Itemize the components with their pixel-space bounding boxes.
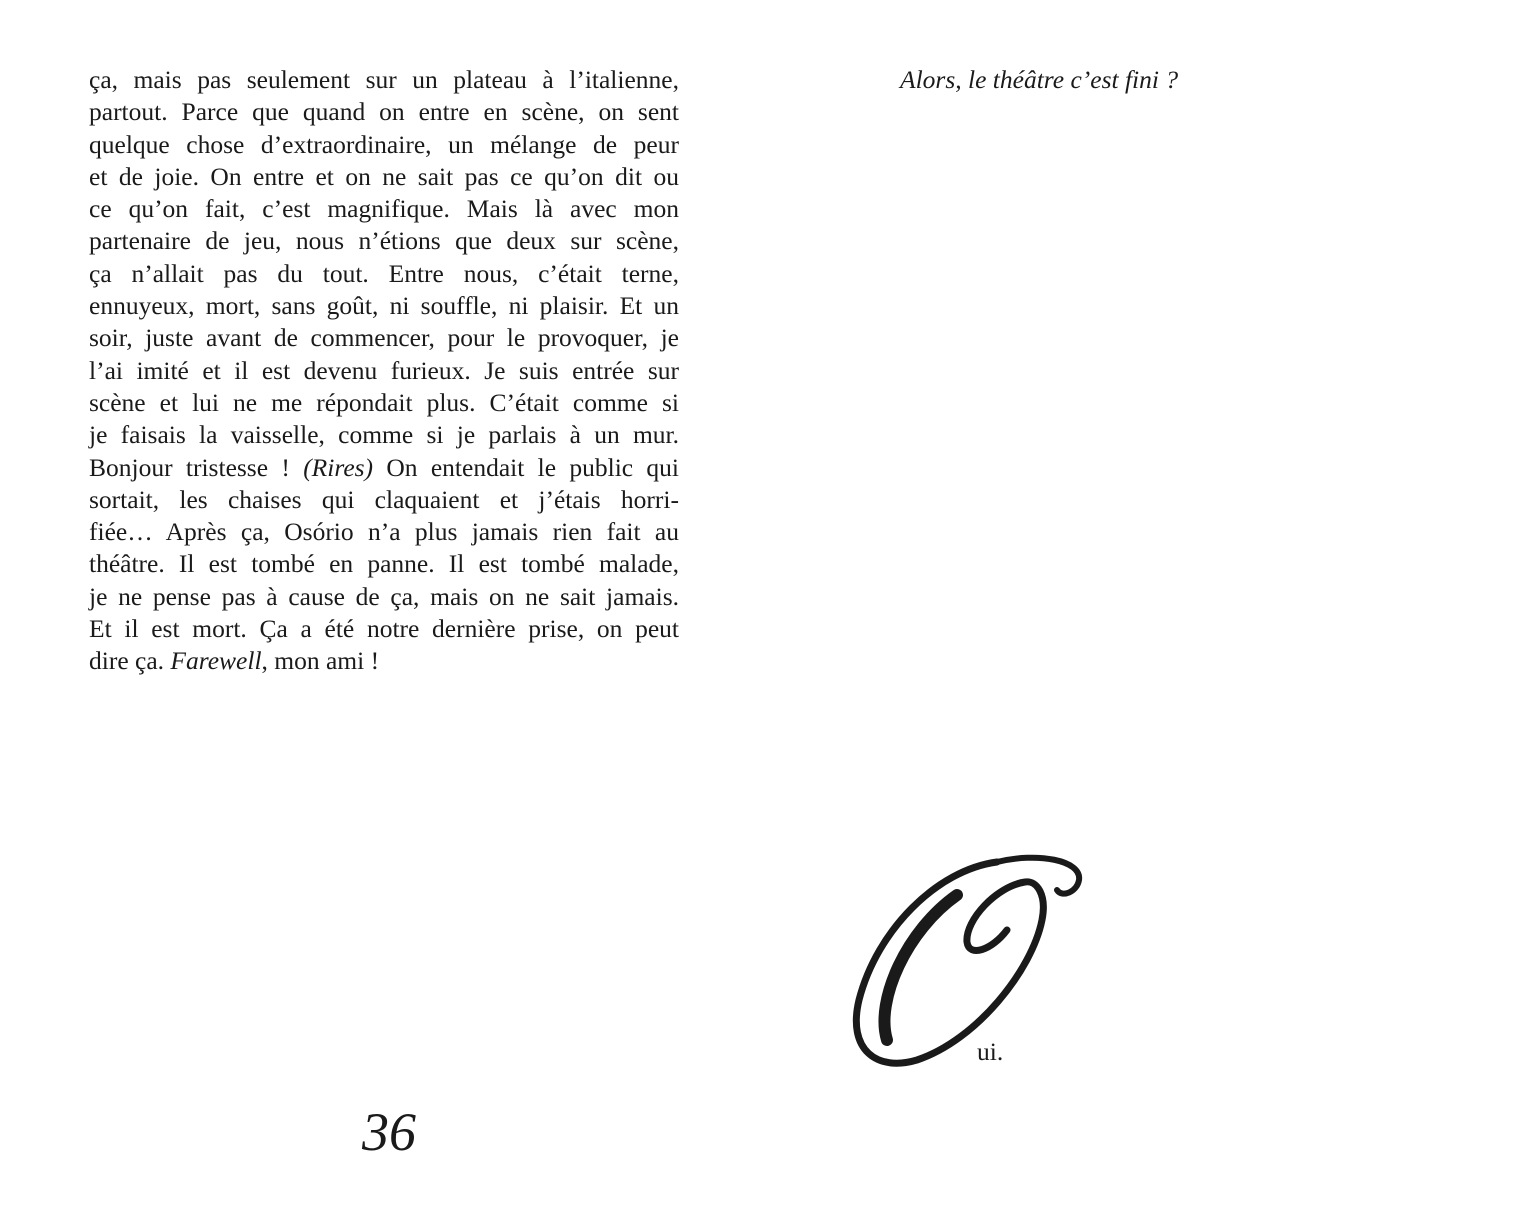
right-page — [767, 0, 1535, 1210]
page-number-text: 36 — [362, 1102, 416, 1162]
text-line: je ne pense pas à cause de ça, mais on ne sait jamais. — [89, 581, 679, 611]
interview-answer-text — [89, 64, 679, 678]
text-line: ennuyeux, mort, sans goût, ni souffle, ni plaisir. Et un — [89, 291, 679, 321]
left-page — [0, 0, 767, 1210]
page-number-script-glyph — [358, 1100, 438, 1164]
italic-word: Farewell — [170, 646, 262, 676]
dropcap-script-glyph — [847, 850, 1087, 1075]
interview-answer-short: ui. — [977, 1037, 1004, 1066]
text-line: ça n’allait pas du tout. Entre nous, c’était terne, — [89, 258, 679, 288]
text-line: quelque chose d’extraordinaire, un mélange de peur — [89, 129, 679, 159]
dropcap-thick-stroke — [884, 895, 957, 1040]
text-line: partenaire de jeu, nous n’étions que deux sur scène, — [89, 226, 679, 256]
text-line: ce qu’on fait, c’est magnifique. Mais là avec mon — [89, 194, 679, 224]
text-line: l’ai imité et il est devenu furieux. Je suis entrée sur — [89, 355, 679, 385]
text-line: fiée… Après ça, Osório n’a plus jamais rien fait au — [89, 517, 679, 547]
dropcap-letter-text: O — [847, 850, 848, 851]
text-line: soir, juste avant de commencer, pour le provoquer, je — [89, 323, 679, 353]
text-line-last — [89, 645, 679, 677]
interview-question: Alors, le théâtre c’est fini ? — [900, 65, 1179, 94]
text-line: partout. Parce que quand on entre en scène, on sent — [89, 97, 679, 127]
text-line-with-stage-direction — [89, 452, 679, 484]
text-line: théâtre. Il est tombé en panne. Il est tombé malade, — [89, 549, 679, 579]
stage-direction: (Rires) — [303, 452, 374, 482]
line-text-after: , mon ami ! — [261, 646, 380, 676]
text-line: sortait, les chaises qui claquaient et j’étais horri- — [89, 484, 679, 514]
text-line: je faisais la vaisselle, comme si je parlais à un mur. — [89, 420, 679, 450]
text-line: scène et lui ne me répondait plus. C’était comme si — [89, 387, 679, 417]
line-text-before: Bonjour tristesse ! — [89, 452, 304, 482]
page-number — [358, 1100, 438, 1164]
line-text-after: On entendait le public qui — [373, 452, 679, 482]
line-text-before: dire ça. — [89, 646, 171, 676]
dropcap-letter — [847, 850, 1087, 1075]
text-line: ça, mais pas seulement sur un plateau à l’italienne, — [89, 65, 679, 94]
text-line: et de joie. On entre et on ne sait pas ce qu’on dit ou — [89, 161, 679, 191]
text-line: Et il est mort. Ça a été notre dernière prise, on peut — [89, 614, 679, 644]
